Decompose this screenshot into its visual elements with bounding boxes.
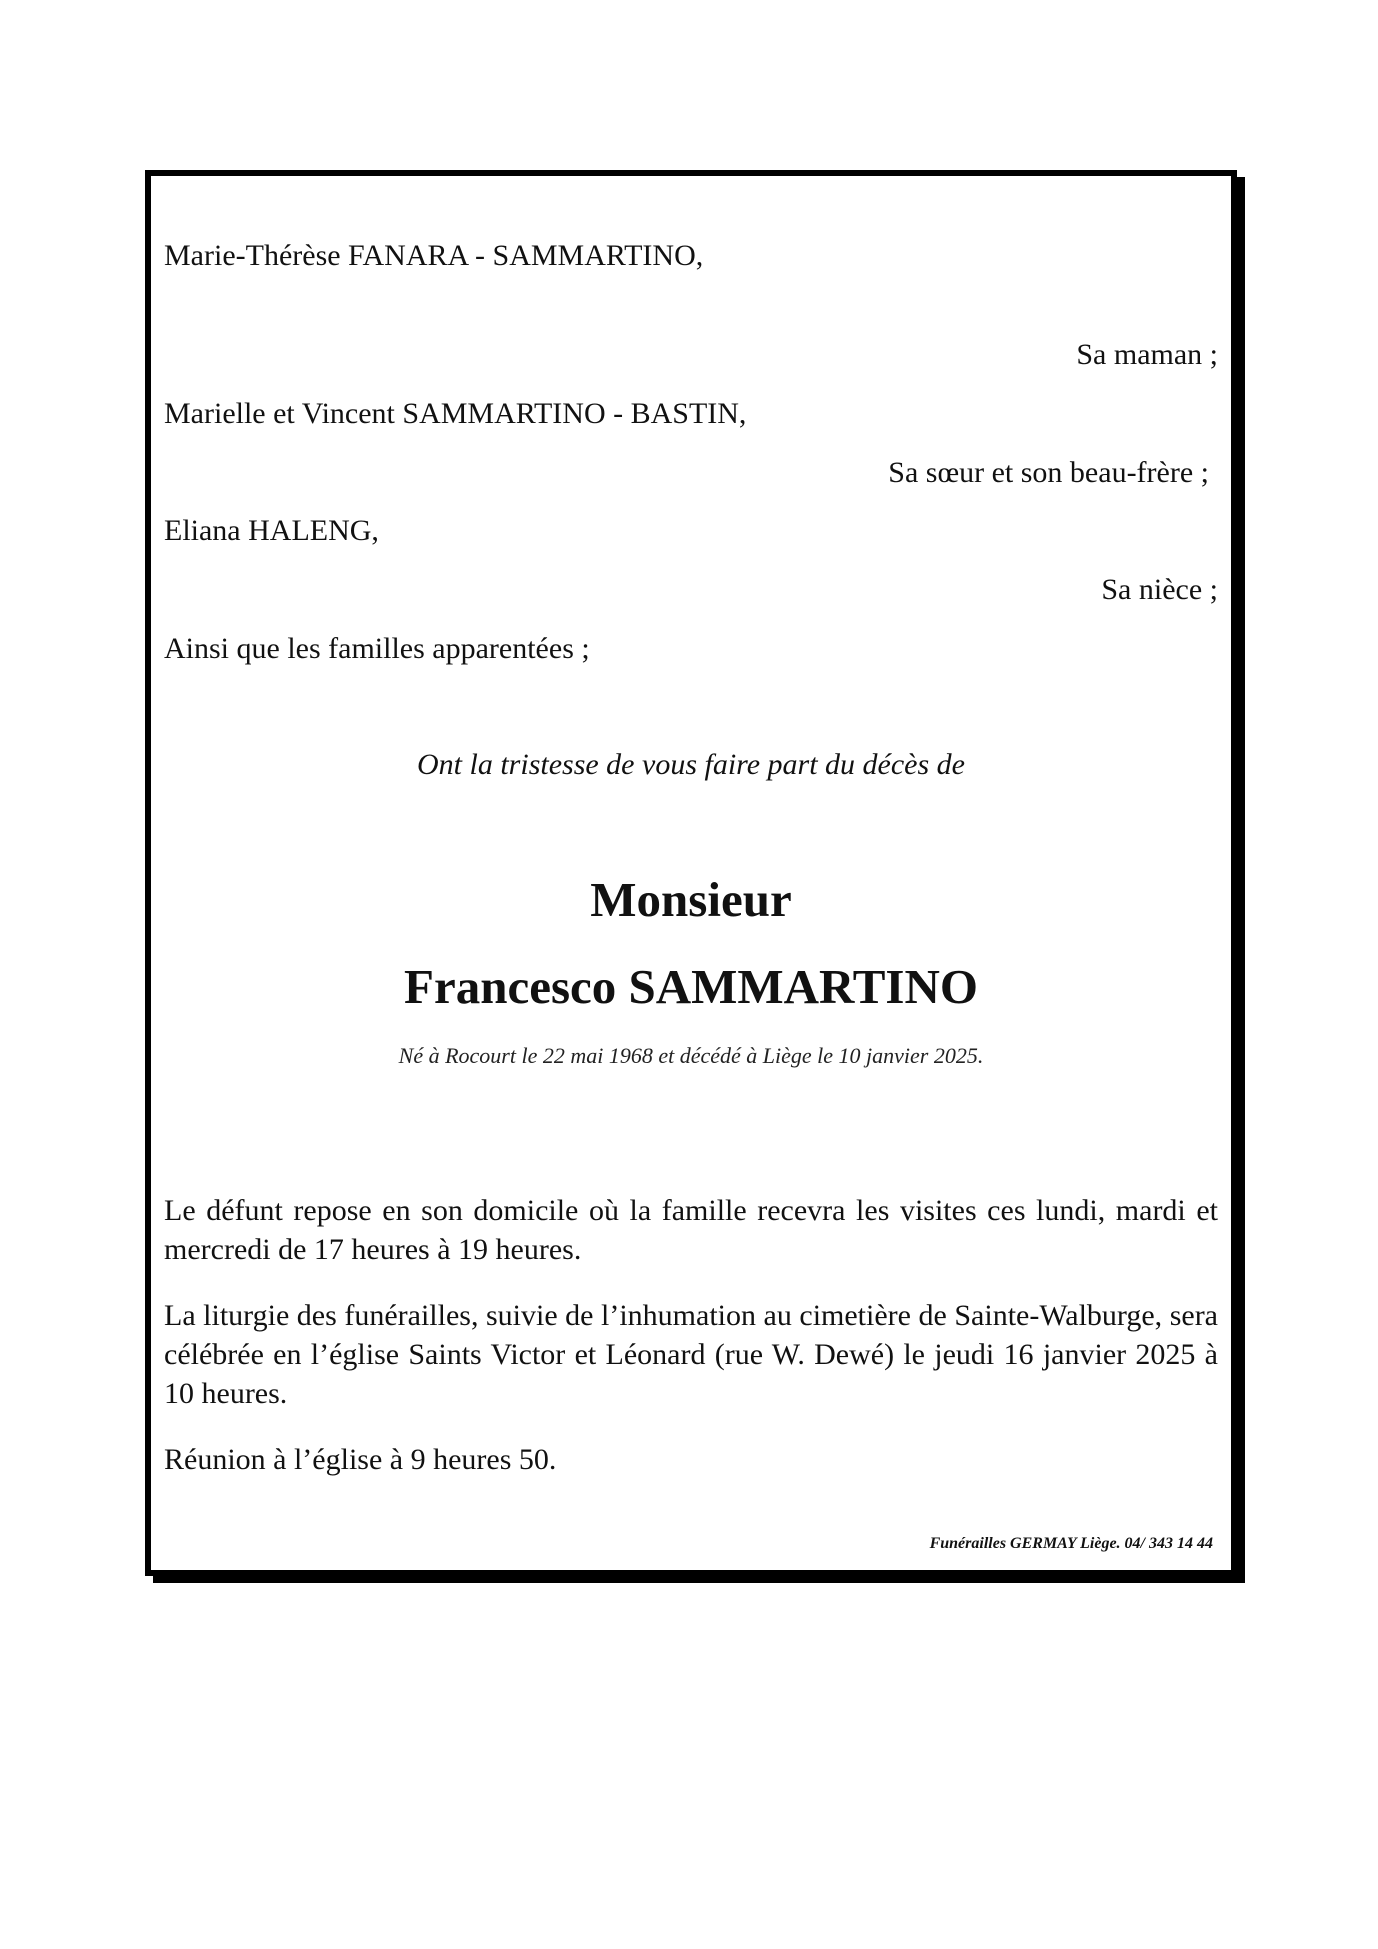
visitation-paragraph: Le défunt repose en son domicile où la famille recevra les visites ces lundi, mardi et mercredi de 17 heures à 19 heures. <box>164 1194 1218 1266</box>
announcement-intro: Ont la tristesse de vous faire part du décès de <box>417 748 965 781</box>
birth-death-dates: Né à Rocourt le 22 mai 1968 et décédé à Liège le 10 janvier 2025. <box>398 1043 984 1068</box>
funeral-home-credit: Funérailles GERMAY Liège. 04/ 343 14 44 <box>929 1535 1213 1552</box>
niece-relation: Sa nièce ; <box>1101 573 1218 606</box>
sister-relation: Sa sœur et son beau-frère ; <box>888 456 1209 489</box>
deceased-name: Francesco SAMMARTINO <box>404 959 978 1014</box>
mother-relation: Sa maman ; <box>1076 338 1218 371</box>
sister-name: Marielle et Vincent SAMMARTINO - BASTIN, <box>164 397 747 430</box>
death-notice-frame <box>145 170 1237 1576</box>
honorific-title: Monsieur <box>590 872 792 927</box>
meeting-paragraph: Réunion à l’église à 9 heures 50. <box>164 1443 557 1476</box>
related-families: Ainsi que les familles apparentées ; <box>164 632 590 665</box>
niece-name: Eliana HALENG, <box>164 514 379 547</box>
funeral-paragraph: La liturgie des funérailles, suivie de l’inhumation au cimetière de Sainte-Walburge, sera célébrée en l’église Saints Victor et Léonard (rue W. Dewé) le jeudi 16 janvier 2025 à 10 heures. <box>164 1299 1218 1410</box>
mother-name: Marie-Thérèse FANARA - SAMMARTINO, <box>164 239 704 272</box>
